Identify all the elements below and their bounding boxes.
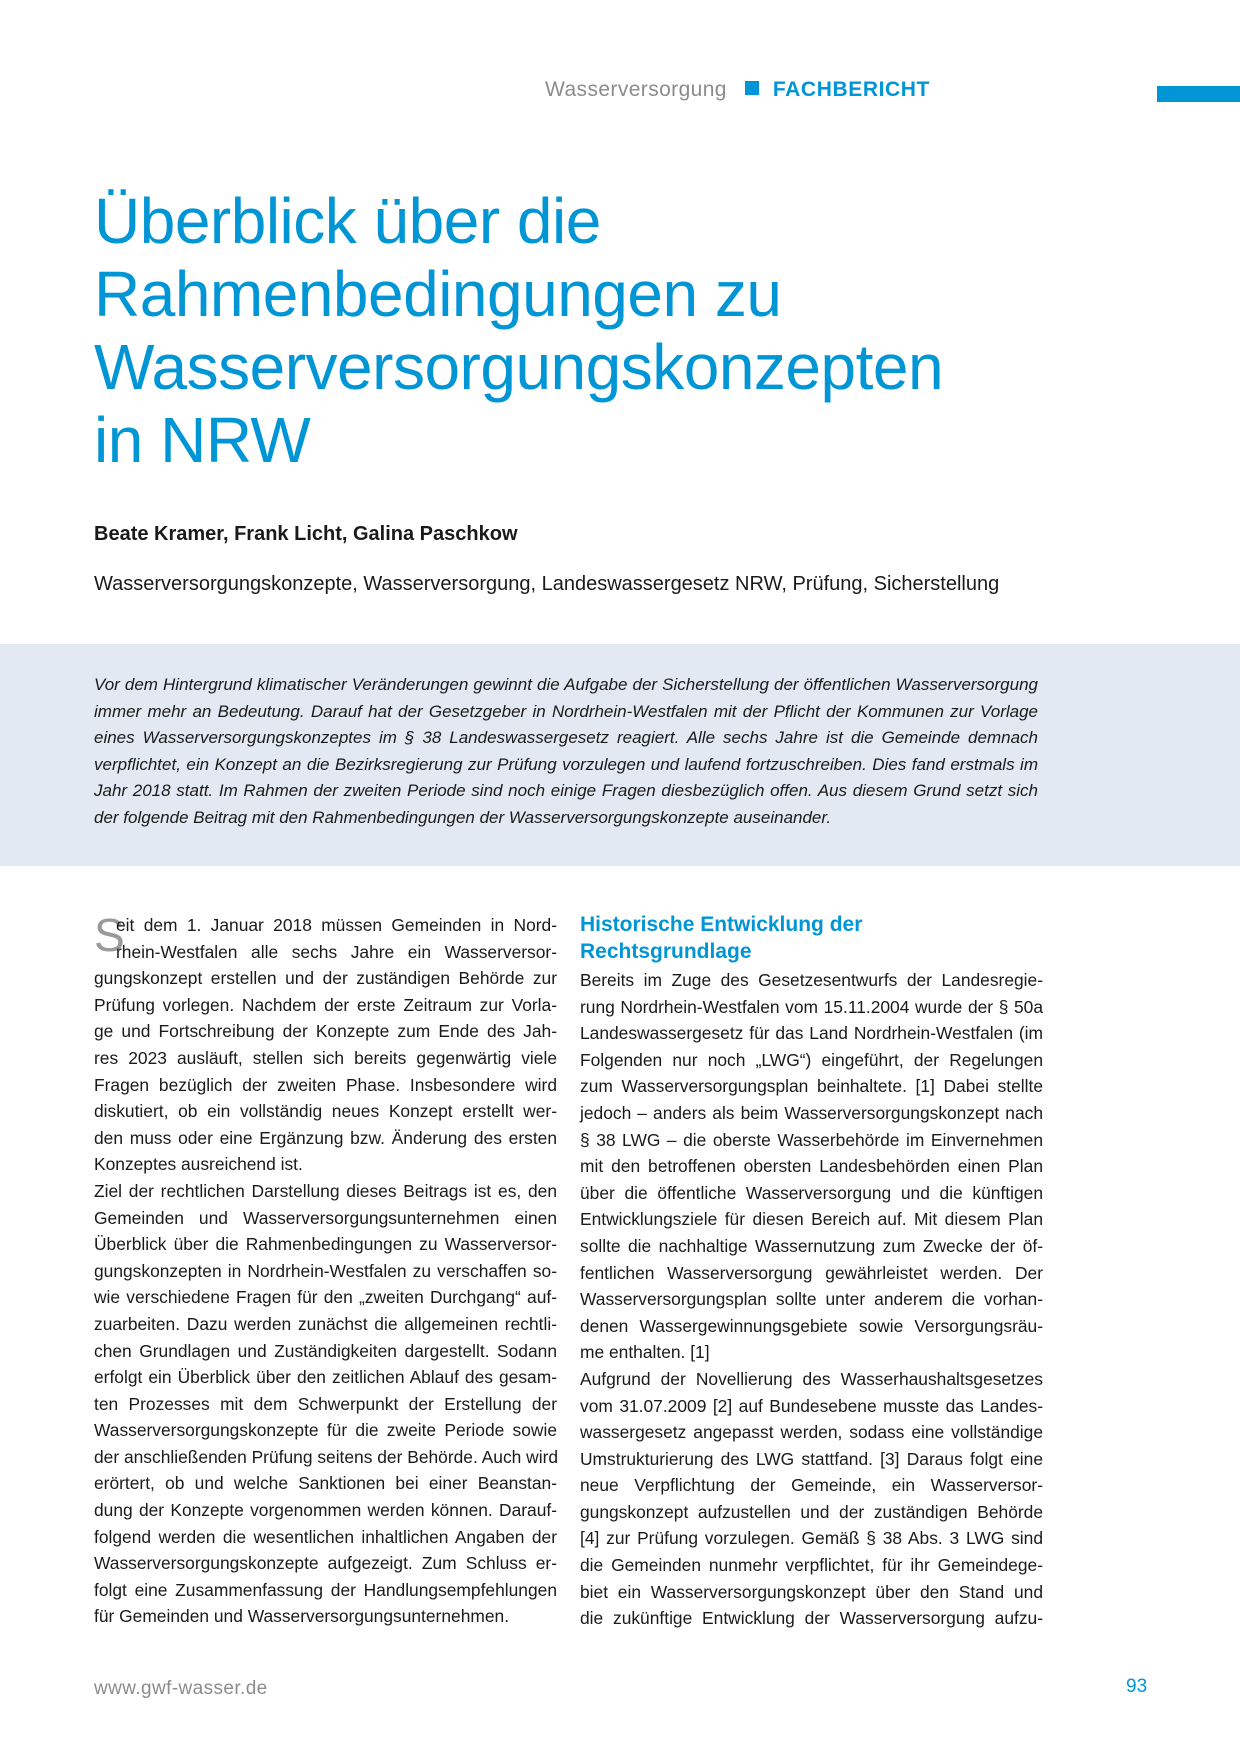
body-text-line: Konzeptes ausreichend ist.: [94, 1154, 303, 1175]
body-text-line: Folgenden nur noch „LWG“) eingeführt, der Regelungen: [580, 1049, 1043, 1070]
body-text-line: der anschließenden Prüfung seitens der Behörde. Auch wird: [94, 1446, 559, 1467]
body-text-line: zuarbeiten. Dazu werden zunächst die allgemeinen rechtli-: [94, 1313, 557, 1334]
drop-cap: S: [94, 909, 125, 961]
body-text-line: gungskonzept erstellen und der zuständigen Behörde zur: [94, 968, 557, 989]
body-text-line: vom 31.07.2009 [2] auf Bundesebene musste das Landes-: [580, 1395, 1043, 1416]
body-text-line: Wasserversorgungsplan sollte unter anderem die vorhan-: [580, 1289, 1043, 1310]
body-text-line: res 2023 ausläuft, stellen sich bereits gegenwärtig viele: [94, 1047, 557, 1068]
body-column-right: [580, 911, 1043, 1632]
body-text-line: diskutiert, ob ein vollständig neues Konzept erstellt wer-: [94, 1101, 557, 1122]
body-text-line: folgend werden die wesentlichen inhaltlichen Angaben der: [94, 1526, 557, 1547]
body-text-line: gungskonzepten in Nordrhein-Westfalen zu verschaffen so-: [94, 1260, 557, 1281]
body-text-line: chen Grundlagen und Zuständigkeiten dargestellt. Sodann: [94, 1340, 557, 1361]
header-accent-bar: [1157, 86, 1240, 102]
body-text-line: Prüfung vorlegen. Nachdem der erste Zeitraum zur Vorla-: [94, 994, 557, 1015]
body-text-line: § 38 LWG – die oberste Wasserbehörde im Einvernehmen: [580, 1129, 1043, 1150]
body-text-line: mit den betroffenen obersten Landesbehörden einen Plan: [580, 1156, 1043, 1177]
body-text-line: über die öffentliche Wasserversorgung und die künftigen: [580, 1182, 1043, 1203]
article-keywords: Wasserversorgungskonzepte, Wasserversorgung, Landeswassergesetz NRW, Prüfung, Sicherstellung: [94, 573, 1000, 595]
header-article-type: FACHBERICHT: [772, 78, 930, 101]
header-section-label: Wasserversorgung: [545, 78, 727, 101]
body-text-line: folgt eine Zusammenfassung der Handlungsempfehlungen: [94, 1579, 557, 1600]
body-text-line: Aufgrund der Novellierung des Wasserhaushaltsgesetzes: [580, 1368, 1043, 1389]
body-text-line: neue Verpflichtung der Gemeinde, ein Wasserversor-: [580, 1475, 1043, 1496]
body-text-line: Gemeinden und Wasserversorgungsunternehmen einen: [94, 1207, 557, 1228]
body-text-line: me enthalten. [1]: [580, 1342, 710, 1363]
body-text-line: fentlichen Wasserversorgung gewährleistet werden. Der: [580, 1262, 1043, 1283]
body-text-line: gungskonzept aufzustellen und der zuständigen Behörde: [580, 1501, 1043, 1522]
body-text-line: denen Wassergewinnungsgebiete sowie Versorgungsräu-: [580, 1315, 1043, 1336]
section-body: [580, 967, 1043, 1632]
body-text-line: erfolgt ein Überblick über den zeitlichen Ablauf des gesam-: [94, 1367, 557, 1388]
body-text-line: ten Prozesses mit dem Schwerpunkt der Erstellung der: [94, 1393, 557, 1414]
body-text-line: Entwicklungsziele für diesen Bereich auf. Mit diesem Plan: [580, 1209, 1043, 1230]
body-text-line: wassergesetz angepasst werden, sodass eine vollständige: [580, 1422, 1043, 1443]
body-text-line: für Gemeinden und Wasserversorgungsunternehmen.: [94, 1606, 510, 1627]
body-text-line: Wasserversorgungskonzepte aufgezeigt. Zum Schluss er-: [94, 1553, 557, 1574]
body-text-line: Landeswassergesetz für das Land Nordrhein-Westfalen (im: [580, 1023, 1043, 1044]
page-number: 93: [1126, 1676, 1148, 1697]
section-heading-line: Historische Entwicklung der: [580, 913, 863, 936]
body-text-line: Bereits im Zuge des Gesetzesentwurfs der Landesregie-: [580, 970, 1043, 990]
title-line: Wasserversorgungskonzepten: [94, 331, 944, 403]
body-column-left: [94, 909, 559, 1630]
body-text-line: Ziel der rechtlichen Darstellung dieses Beitrags ist es, den: [94, 1180, 557, 1201]
body-text-line: [4] zur Prüfung vorzulegen. Gemäß § 38 Abs. 3 LWG sind: [580, 1528, 1043, 1549]
header-square-icon: [745, 81, 759, 95]
body-text-line: zum Wasserversorgungsplan beinhaltete. [1] Dabei stellte: [580, 1076, 1043, 1097]
body-text-line: rung Nordrhein-Westfalen vom 15.11.2004 wurde der § 50a: [580, 996, 1043, 1017]
body-text-line: jedoch – anders als beim Wasserversorgungskonzept nach: [580, 1102, 1043, 1123]
body-text-line: eit dem 1. Januar 2018 müssen Gemeinden in Nord-: [116, 915, 557, 935]
body-text-line: sollte die nachhaltige Wassernutzung zum Zwecke der öf-: [580, 1235, 1043, 1256]
article-abstract: Vor dem Hintergrund klimatischer Veränderungen gewinnt die Aufgabe der Sicherstellung der öffentlichen Wasserversorgung immer mehr an Bedeutung. Darauf hat der Gesetzgeber in Nordrhein-Westfalen mit der Pflicht der Kommunen zur Vorlage eines Wasserversorgungskonzeptes im § 38 Landeswassergesetz reagiert. Alle sechs Jahre ist die Gemeinde demnach verpflichtet, ein Konzept an die Bezirksregierung zur Prüfung vorzulegen und laufend fortzuschreiben. Dies fand erstmals im Jahr 2018 statt. Im Rahmen der zweiten Periode sind noch einige Fragen diesbezüglich offen. Aus diesem Grund setzt sich der folgende Beitrag mit den Rahmenbedingungen der Wasserversorgungskonzepte auseinander.: [94, 675, 1038, 827]
body-text-line: die Gemeinden nunmehr verpflichtet, für ihr Gemeindege-: [580, 1555, 1043, 1576]
body-text-line: Fragen bezüglich der zweiten Phase. Insbesondere wird: [94, 1074, 557, 1095]
body-text-line: erörtert, ob und welche Sanktionen bei einer Beanstan-: [94, 1473, 557, 1494]
title-line: Überblick über die: [94, 185, 601, 257]
article-title: [94, 185, 1094, 477]
body-text-line: biet ein Wasserversorgungskonzept über den Stand und: [580, 1581, 1043, 1602]
section-heading-line: Rechtsgrundlage: [580, 940, 752, 963]
section-heading: [580, 911, 1043, 965]
body-text-line: Umstrukturierung des LWG stattfand. [3] Daraus folgt eine: [580, 1448, 1043, 1469]
footer-url: www.gwf-wasser.de: [94, 1678, 268, 1699]
body-text-line: Wasserversorgungskonzepte für die zweite Periode sowie: [94, 1420, 557, 1441]
running-header: [545, 78, 930, 102]
title-line: Rahmenbedingungen zu: [94, 258, 782, 330]
body-text-line: den muss oder eine Ergänzung bzw. Änderung des ersten: [94, 1127, 557, 1148]
body-text-line: dung der Konzepte vorgenommen werden können. Darauf-: [94, 1500, 557, 1521]
body-text-line: wie verschiedene Fragen für den „zweiten Durchgang“ auf-: [94, 1287, 557, 1308]
body-text-line: rhein-Westfalen alle sechs Jahre ein Wasserversor-: [116, 941, 557, 962]
body-text-line: ge und Fortschreibung der Konzepte zum Ende des Jah-: [94, 1021, 557, 1042]
title-line: in NRW: [94, 404, 311, 476]
body-text-line: Überblick über die Rahmenbedingungen zu Wasserversor-: [94, 1234, 557, 1255]
body-text-line: die zukünftige Entwicklung der Wasserversorgung aufzu-: [580, 1608, 1043, 1629]
article-authors: Beate Kramer, Frank Licht, Galina Paschkow: [94, 523, 518, 545]
